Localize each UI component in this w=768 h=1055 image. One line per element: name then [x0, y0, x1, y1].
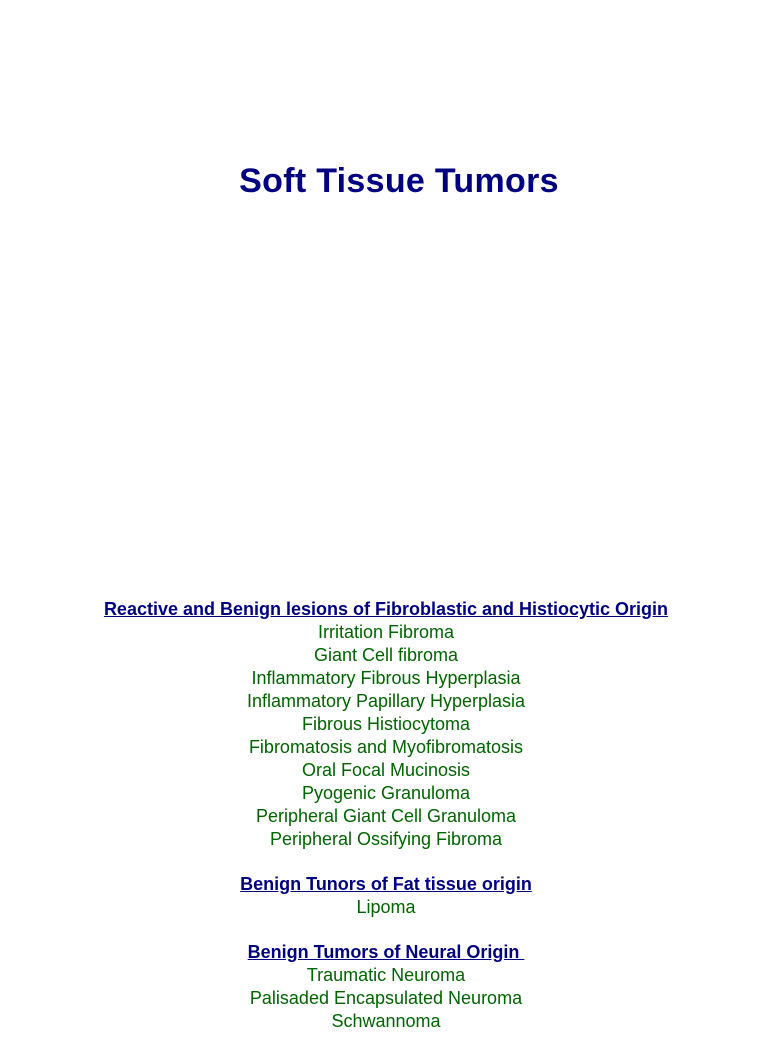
- section-neural-origin: [0, 941, 768, 1033]
- item-list: [0, 896, 768, 919]
- page-title: Soft Tissue Tumors: [239, 162, 559, 200]
- section-fibroblastic-histiocytic: [0, 598, 768, 851]
- list-item: Peripheral Giant Cell Granuloma: [255, 806, 517, 826]
- list-item: Peripheral Ossifying Fibroma: [269, 829, 503, 849]
- section-heading-link[interactable]: Benign Tunors of Fat tissue origin: [240, 874, 532, 894]
- list-item: Inflammatory Papillary Hyperplasia: [246, 691, 526, 711]
- section-heading-link[interactable]: Reactive and Benign lesions of Fibroblastic and Histiocytic Origin: [103, 599, 669, 619]
- list-item: Lipoma: [356, 897, 416, 917]
- list-item: Giant Cell fibroma: [313, 645, 459, 665]
- list-item: Pyogenic Granuloma: [301, 783, 471, 803]
- section-heading-link[interactable]: Benign Tumors of Neural Origin: [247, 942, 525, 962]
- list-item: Traumatic Neuroma: [306, 965, 466, 985]
- list-item: Fibrous Histiocytoma: [301, 714, 471, 734]
- list-item: Palisaded Encapsulated Neuroma: [249, 988, 523, 1008]
- item-list: [0, 964, 768, 1033]
- item-list: [0, 621, 768, 851]
- list-item: Oral Focal Mucinosis: [301, 760, 471, 780]
- list-item: Irritation Fibroma: [317, 622, 455, 642]
- list-item: Inflammatory Fibrous Hyperplasia: [251, 668, 521, 688]
- list-item: Fibromatosis and Myofibromatosis: [248, 737, 524, 757]
- section-fat-tissue: [0, 873, 768, 919]
- section-list: [0, 598, 768, 1055]
- list-item: Schwannoma: [331, 1011, 441, 1031]
